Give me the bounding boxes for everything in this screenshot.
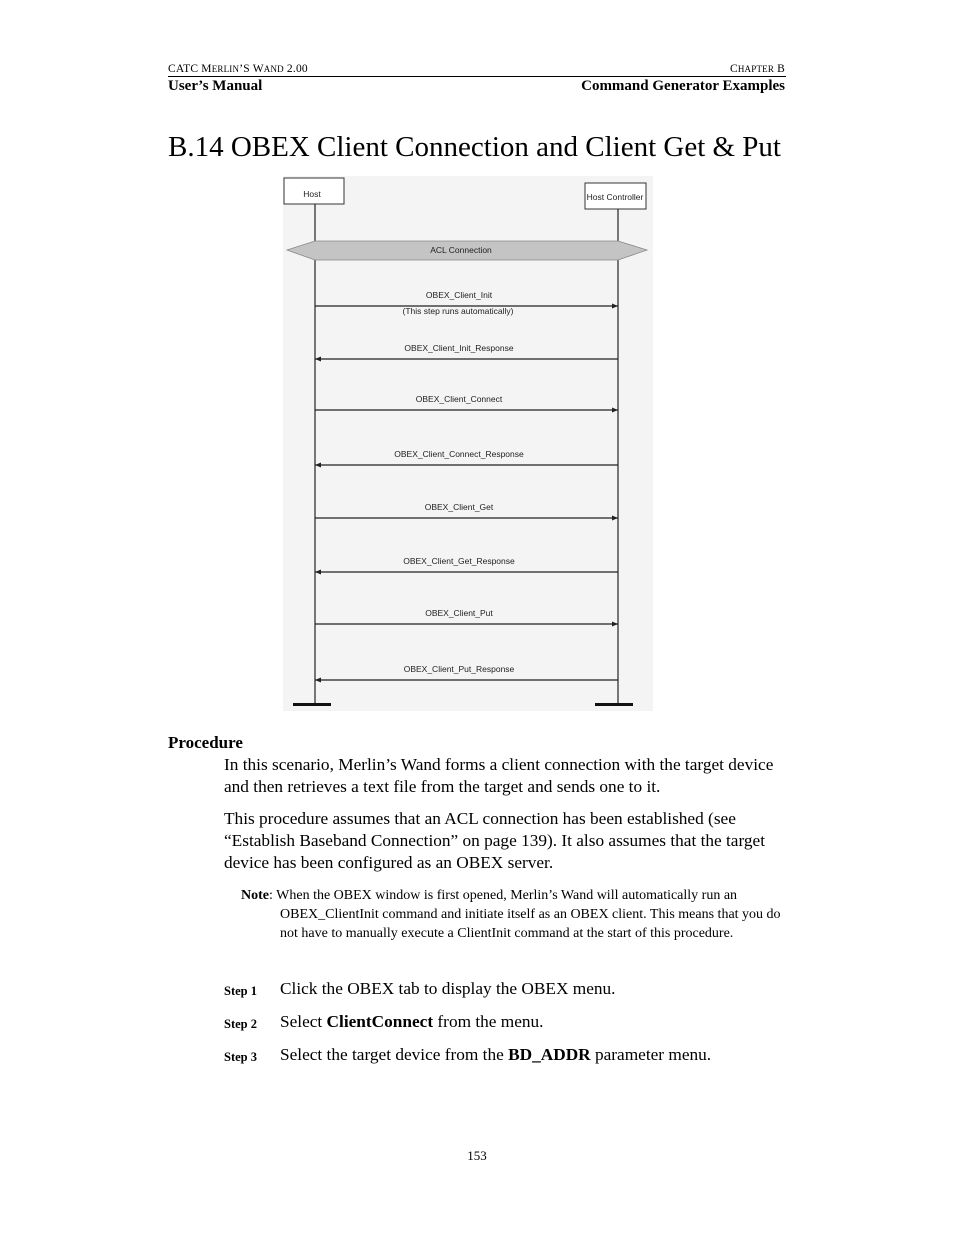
message-label: OBEX_Client_Get bbox=[424, 502, 494, 512]
note-first-line bbox=[241, 886, 786, 905]
message-label: OBEX_Client_Get_Response bbox=[403, 556, 515, 566]
host-controller-label: Host Controller bbox=[586, 192, 644, 202]
message-label: OBEX_Client_Init bbox=[425, 290, 493, 300]
procedure-heading: Procedure bbox=[168, 733, 243, 752]
note-block bbox=[241, 886, 786, 943]
note-rest-text: OBEX_ClientInit command and initiate itself as an OBEX client. This means that you do not have to manually execute a ClientInit command at the start of this procedure. bbox=[280, 907, 781, 941]
note-label: Note bbox=[241, 888, 269, 903]
message-label: OBEX_Client_Init_Response bbox=[404, 343, 514, 353]
procedure-paragraph-2: This procedure assumes that an ACL connection has been established (see “Establish Baseband Connection” on page 139). It also assumes that the target device has been configured as an OBEX server. bbox=[224, 809, 766, 872]
sequence-diagram-svg bbox=[283, 176, 653, 711]
step-label: Step 2 bbox=[224, 1017, 257, 1031]
sequence-diagram bbox=[283, 176, 653, 711]
note-first-text: : When the OBEX window is first opened, Merlin’s Wand will automatically run an bbox=[269, 888, 738, 903]
host-end-bar bbox=[293, 703, 331, 706]
step-text: Select the target device from the BD_ADDR parameter menu. bbox=[280, 1045, 712, 1064]
header-section-name: Command Generator Examples bbox=[581, 78, 785, 94]
step-text: Click the OBEX tab to display the OBEX menu. bbox=[280, 979, 616, 998]
message-label: OBEX_Client_Put_Response bbox=[403, 664, 515, 674]
step-text: Select ClientConnect from the menu. bbox=[280, 1012, 544, 1031]
message-note: (This step runs automatically) bbox=[402, 306, 514, 316]
header-manual-title: CATC MERLIN’S WAND 2.00 bbox=[168, 63, 308, 75]
procedure-paragraph-1: In this scenario, Merlin’s Wand forms a client connection with the target device and then retrieves a text file from the target and sends one to it. bbox=[224, 755, 774, 796]
step-label: Step 3 bbox=[224, 1050, 257, 1064]
host-controller-end-bar bbox=[595, 703, 633, 706]
header-rule bbox=[168, 76, 786, 77]
message-label: OBEX_Client_Connect bbox=[415, 394, 503, 404]
page-number: 153 bbox=[467, 1148, 487, 1163]
acl-connection-label: ACL Connection bbox=[430, 245, 492, 255]
message-label: OBEX_Client_Connect_Response bbox=[394, 449, 524, 459]
message-label: OBEX_Client_Put bbox=[425, 608, 493, 618]
host-label: Host bbox=[303, 189, 321, 199]
step-label: Step 1 bbox=[224, 984, 257, 998]
header-chapter: CHAPTER B bbox=[729, 63, 785, 75]
section-title: B.14 OBEX Client Connection and Client Get & Put bbox=[168, 131, 781, 163]
header-users-manual: User’s Manual bbox=[168, 78, 263, 94]
